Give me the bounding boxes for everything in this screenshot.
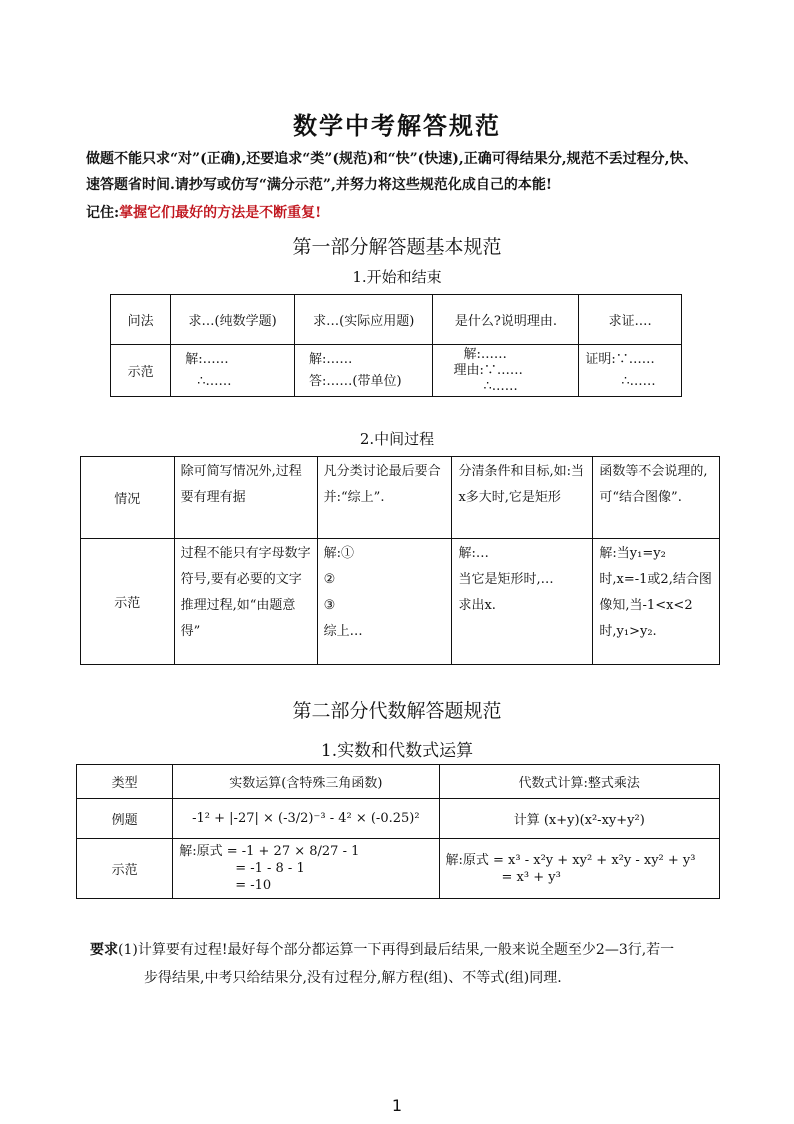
part1-sec2-title: 2.中间过程 [359, 430, 435, 448]
table-row [111, 295, 682, 345]
page-number: 1 [391, 1096, 403, 1115]
situation-cell: 分清条件和目标,如:当x多大时,它是矩形 [452, 457, 593, 539]
middle-process-table [80, 456, 720, 665]
example-real: -1² + |-27| × (-3/2)⁻³ - 4² × (-0.25)² [173, 799, 439, 839]
requirement-block [90, 936, 730, 992]
table-row [77, 799, 720, 839]
situation-cell: 除可简写情况外,过程要有理有据 [174, 457, 317, 539]
intro-paragraph [86, 146, 726, 198]
example-cell: 解:…… ∴…… [171, 345, 295, 397]
part1-title: 第一部分解答题基本规范 [292, 236, 502, 258]
example-cell: 证明:∵…… ∴…… [579, 345, 682, 397]
header-cell: 类型 [77, 765, 173, 799]
row-label: 例题 [77, 799, 173, 839]
example-cell: 过程不能只有字母数字符号,要有必要的文字推理过程,如“由题意得” [174, 539, 317, 665]
example-cell: 解:① ② ③ 综上… [317, 539, 452, 665]
row-header: 示范 [81, 539, 175, 665]
example-cell: 解:…… 答:……(带单位) [295, 345, 433, 397]
header-cell: 代数式计算:整式乘法 [439, 765, 720, 799]
solution-real: 解:原式 = -1 + 27 × 8/27 - 1 = -1 - 8 - 1 = -10 [173, 839, 439, 899]
memo-line [86, 200, 726, 226]
start-end-table [110, 294, 682, 397]
row-header: 情况 [81, 457, 175, 539]
row-header: 示范 [111, 345, 171, 397]
situation-cell: 凡分类讨论最后要合并:“综上”. [317, 457, 452, 539]
part1-sec1-title: 1.开始和结束 [352, 268, 442, 286]
example-poly: 计算 (x+y)(x²-xy+y²) [439, 799, 720, 839]
situation-cell: 函数等不会说理的,可“结合图像”. [593, 457, 720, 539]
table-row [77, 765, 720, 799]
example-cell: 解:… 当它是矩形时,… 求出x. [452, 539, 593, 665]
intro-line-1: 做题不能只求“对”(正确),还要追求“类”(规范)和“快”(快速),正确可得结果分,规范不丢过程分,快、 [86, 151, 698, 167]
requirement-label: 要求 [90, 942, 118, 958]
table-row [81, 457, 720, 539]
solution-poly: 解:原式 = x³ - x²y + xy² + x²y - xy² + y³ = x³ + y³ [439, 839, 720, 899]
table-row [77, 839, 720, 899]
table-row [81, 539, 720, 665]
row-label: 示范 [77, 839, 173, 899]
arithmetic-table [76, 764, 720, 899]
requirement-line-2: 步得结果,中考只给结果分,没有过程分,解方程(组)、不等式(组)同理. [144, 970, 562, 986]
row-header: 问法 [111, 295, 171, 345]
question-cell: 求证.… [579, 295, 682, 345]
memo-prefix: 记住: [86, 205, 120, 221]
memo-text: 掌握它们最好的方法是不断重复! [119, 205, 322, 221]
part2-sec1-title: 1.实数和代数式运算 [320, 741, 474, 761]
part2-title: 第二部分代数解答题规范 [292, 700, 502, 722]
requirement-line-1: (1)计算要有过程!最好每个部分都运算一下再得到最后结果,一般来说全题至少2—3行,若一 [118, 942, 675, 958]
page-title: 数学中考解答规范 [293, 111, 501, 140]
example-cell: 解:…… 理由:∵…… ∴…… [433, 345, 579, 397]
header-cell: 实数运算(含特殊三角函数) [173, 765, 439, 799]
example-cell: 解:当y₁=y₂时,x=-1或2,结合图像知,当-1<x<2时,y₁>y₂. [593, 539, 720, 665]
question-cell: 是什么?说明理由. [433, 295, 579, 345]
question-cell: 求…(实际应用题) [295, 295, 433, 345]
table-row [111, 345, 682, 397]
intro-line-2: 速答题省时间.请抄写或仿写“满分示范”,并努力将这些规范化成自己的本能! [86, 177, 552, 193]
question-cell: 求…(纯数学题) [171, 295, 295, 345]
